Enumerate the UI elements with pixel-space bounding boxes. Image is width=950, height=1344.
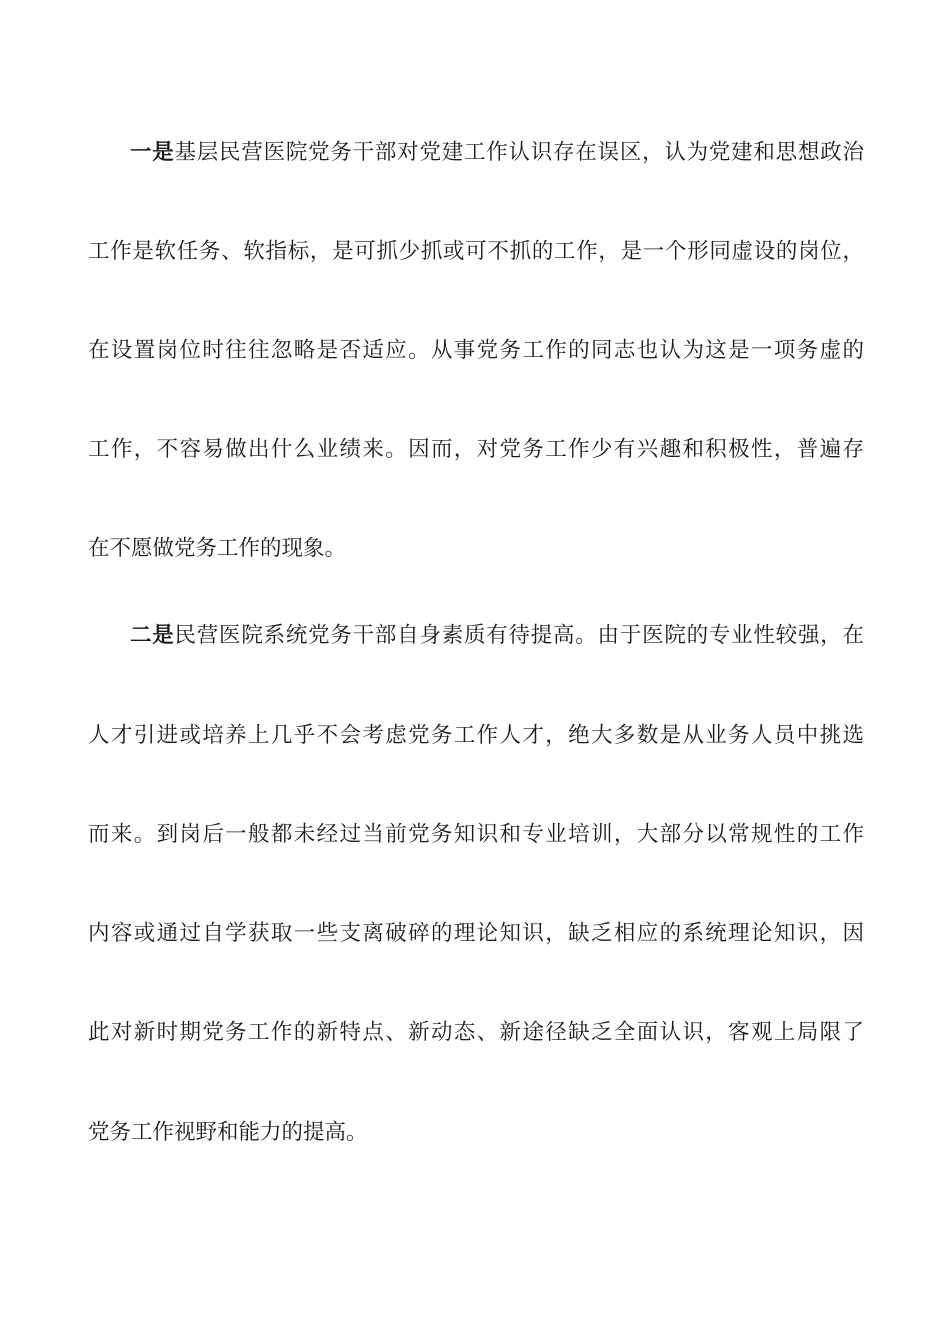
paragraph-1-line-3: 在设置岗位时往往忽略是否适应。从事党务工作的同志也认为这是一项务虚的 [88, 338, 864, 363]
paragraph-2-line-2: 人才引进或培养上几乎不会考虑党务工作人才，绝大多数是从业务人员中挑选 [88, 723, 864, 748]
paragraph-2-line-1-text: 民营医院系统党务干部自身素质有待提高。由于医院的专业性较强，在 [174, 623, 864, 648]
paragraph-1-lead: 一是 [130, 140, 175, 165]
paragraph-2-line-6: 党务工作视野和能力的提高。 [88, 1120, 368, 1145]
paragraph-1-line-5: 在不愿做党务工作的现象。 [88, 536, 347, 561]
paragraph-2-line-4: 内容或通过自学获取一些支离破碎的理论知识，缺乏相应的系统理论知识，因 [88, 921, 864, 946]
paragraph-2-lead: 二是 [130, 623, 175, 648]
paragraph-2-line-5: 此对新时期党务工作的新特点、新动态、新途径缺乏全面认识，客观上局限了 [88, 1020, 864, 1045]
paragraph-1-line-4: 工作，不容易做出什么业绩来。因而，对党务工作少有兴趣和积极性，普遍存 [88, 437, 864, 462]
paragraph-2-line-3: 而来。到岗后一般都未经过当前党务知识和专业培训，大部分以常规性的工作 [88, 822, 864, 847]
paragraph-1-line-2: 工作是软任务、软指标，是可抓少抓或可不抓的工作，是一个形同虚设的岗位， [88, 239, 864, 264]
paragraph-1-line-1 [130, 138, 864, 168]
paragraph-1-line-1-text: 基层民营医院党务干部对党建工作认识存在误区，认为党建和思想政治 [174, 140, 864, 165]
paragraph-2-line-1 [130, 621, 864, 651]
